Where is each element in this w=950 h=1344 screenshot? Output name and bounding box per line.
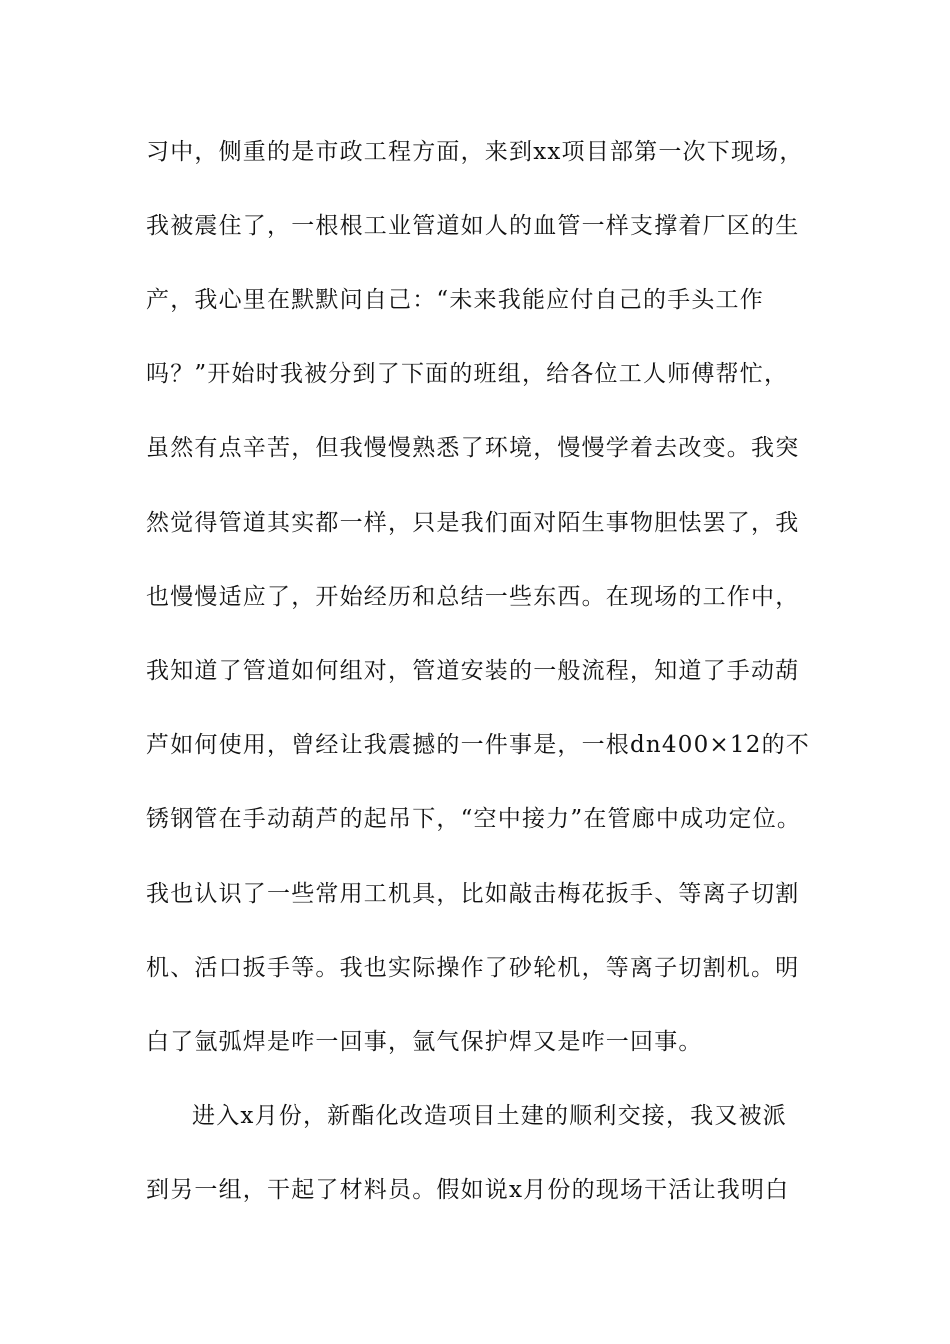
text-line: 我也认识了一些常用工机具，比如敲击梅花扳手、等离子切割 (146, 881, 800, 907)
paragraph-start-line: 进入x月份，新酯化改造项目土建的顺利交接，我又被派 (192, 1103, 787, 1129)
text-line: 我被震住了，一根根工业管道如人的血管一样支撑着厂区的生 (146, 213, 800, 239)
text-line: 到另一组，干起了材料员。假如说x月份的现场干活让我明白 (146, 1177, 790, 1203)
text-line: 锈钢管在手动葫芦的起吊下，“空中接力”在管廊中成功定位。 (146, 806, 802, 832)
text-line: 我知道了管道如何组对，管道安装的一般流程，知道了手动葫 (146, 658, 800, 684)
text-line: 产，我心里在默默问自己：“未来我能应付自己的手头工作 (146, 287, 764, 313)
text-line: 白了氩弧焊是咋一回事，氩气保护焊又是咋一回事。 (146, 1029, 703, 1055)
text-line: 芦如何使用，曾经让我震撼的一件事是，一根dn400×12的不 (146, 732, 810, 758)
text-line: 习中，侧重的是市政工程方面，来到xx项目部第一次下现场， (146, 139, 804, 165)
text-line: 虽然有点辛苦，但我慢慢熟悉了环境，慢慢学着去改变。我突 (146, 435, 800, 461)
text-line: 机、活口扳手等。我也实际操作了砂轮机，等离子切割机。明 (146, 955, 800, 981)
text-line: 也慢慢适应了，开始经历和总结一些东西。在现场的工作中， (146, 584, 800, 610)
text-line: 然觉得管道其实都一样，只是我们面对陌生事物胆怯罢了，我 (146, 510, 800, 536)
text-line: 吗？”开始时我被分到了下面的班组，给各位工人师傅帮忙， (146, 361, 789, 387)
